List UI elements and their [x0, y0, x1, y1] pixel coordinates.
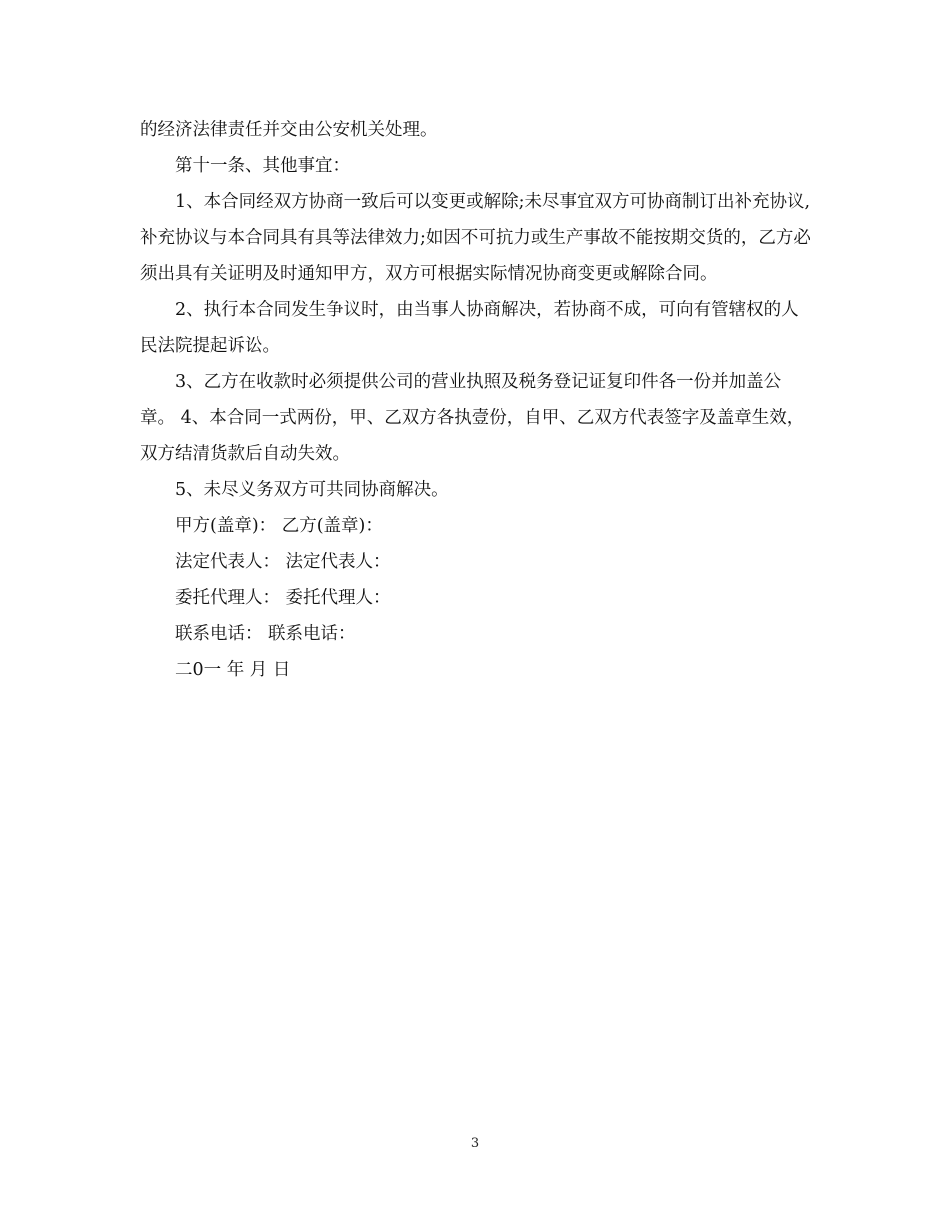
paragraph-clause-5: 5、未尽义务双方可共同协商解决。 — [175, 480, 449, 500]
paragraph-clause-1: 1、本合同经双方协商一致后可以变更或解除;未尽事宜双方可协商制订出补充协议,补充协议与本合同具有具等法律效力;如因不可抗力或生产事故不能按期交货的，乙方必须出具有关证明及时通知甲方，双方可根据实际情况协商变更或解除合同。 — [140, 192, 811, 284]
paragraph-clause-2: 2、执行本合同发生争议时，由当事人协商解决，若协商不成，可向有管辖权的人民法院提起诉讼。 — [140, 300, 799, 356]
signature-line-date: 二0一 年 月 日 — [175, 660, 291, 680]
paragraph-clause-3-4: 3、乙方在收款时必须提供公司的营业执照及税务登记证复印件各一份并加盖公章。 4、本合同一式两份，甲、乙双方各执壹份，自甲、乙双方代表签字及盖章生效，双方结清货款后自动失效。 — [140, 372, 805, 464]
document-body — [140, 112, 812, 688]
signature-line-contact-phone: 联系电话： 联系电话： — [175, 624, 356, 644]
page-number: 3 — [470, 1136, 480, 1151]
paragraph-article-eleven-heading: 第十一条、其他事宜： — [175, 156, 350, 176]
signature-line-legal-representative: 法定代表人： 法定代表人： — [175, 552, 391, 572]
signature-line-authorized-agent: 委托代理人： 委托代理人： — [175, 588, 391, 608]
paragraph-liability-continuation: 的经济法律责任并交由公安机关处理。 — [140, 120, 438, 140]
signature-line-party-seal: 甲方(盖章)： 乙方(盖章)： — [175, 516, 383, 536]
